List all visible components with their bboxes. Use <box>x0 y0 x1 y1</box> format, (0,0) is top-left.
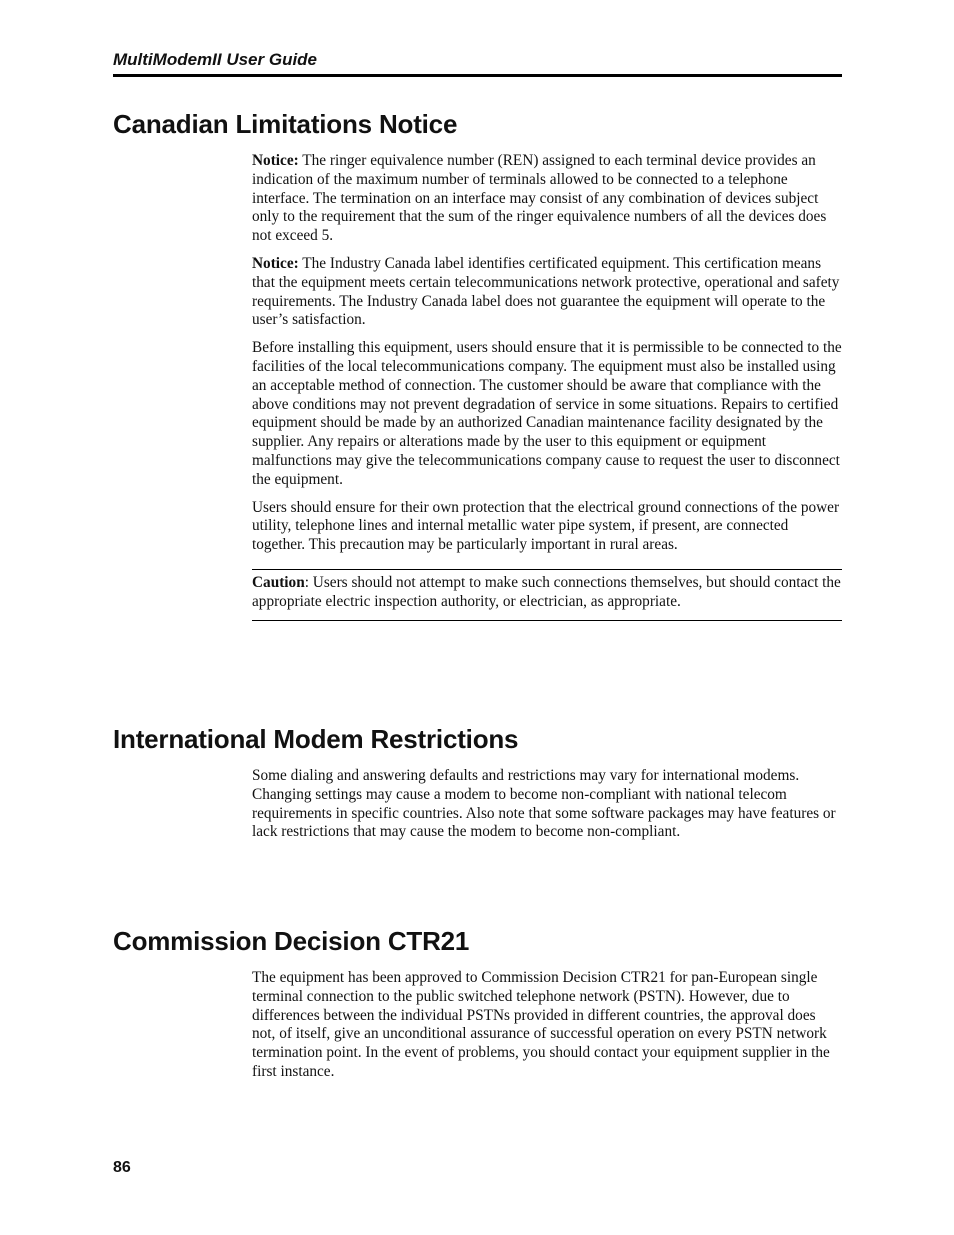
body-paragraph-installation: Before installing this equipment, users should ensure that it is permissible to be connected to the facilities of the local telecommunications company. The equipment must also be installed using an acceptable method of connection. The customer should be aware that compliance with the above conditions may not prevent degradation of service in some situations. Repairs to certified equipment should be made by an authorized Canadian maintenance facility designated by the supplier. Any repairs or alterations made by the user to this equipment or equipment malfunctions may give the telecommunications company cause to request the user to disconnect the equipment. <box>252 339 842 488</box>
section-heading-ctr21: Commission Decision CTR21 <box>113 926 470 956</box>
notice-label: Notice: <box>252 152 299 169</box>
body-paragraph-grounding: Users should ensure for their own protection that the electrical ground connections of the power utility, telephone lines and internal metallic water pipe system, if present, are connected together. This precaution may be particularly important in rural areas. <box>252 498 840 554</box>
body-paragraph-international: Some dialing and answering defaults and restrictions may vary for international modems. Changing settings may cause a modem to become non-compliant with national telecom requirements in specific countries. Also note that some software packages may have features or lack restrictions that may cause the modem to become non-compliant. <box>252 767 836 841</box>
section-heading-international-modem: International Modem Restrictions <box>113 724 519 754</box>
header-rule <box>113 74 842 77</box>
caution-label: Caution <box>252 573 305 591</box>
notice-paragraph-label <box>252 255 842 330</box>
section-heading-canadian-limitations: Canadian Limitations Notice <box>113 109 458 139</box>
section-body-international-modem <box>252 767 842 851</box>
running-header: MultiModemII User Guide <box>113 50 318 69</box>
section-body-canadian-limitations <box>252 152 842 630</box>
page-number: 86 <box>113 1159 131 1176</box>
notice-text: The ringer equivalence number (REN) assigned to each terminal device provides an indication of the maximum number of terminals allowed to be connected to a telephone interface. The termination on an interface may consist of any combination of devices subject only to the requirement that the sum of the ringer equivalence numbers of all the devices does not exceed 5. <box>252 152 827 245</box>
notice-paragraph-ren <box>252 152 842 246</box>
caution-text: : Users should not attempt to make such connections themselves, but should contact the appropriate electric inspection authority, or electrician, as appropriate. <box>252 573 841 610</box>
section-body-ctr21 <box>252 969 842 1091</box>
notice-label: Notice: <box>252 254 299 272</box>
caution-box <box>252 569 842 621</box>
notice-text: The Industry Canada label identifies certificated equipment. This certification means that the equipment meets certain telecommunications network protective, operational and safety requirements. The Industry Canada label does not guarantee the equipment will operate to the user’s satisfaction. <box>252 254 840 329</box>
body-paragraph-ctr21: The equipment has been approved to Commission Decision CTR21 for pan-European single terminal connection to the public switched telephone network (PSTN). However, due to differences between the individual PSTNs provided in different countries, the approval does not, of itself, give an unconditional assurance of successful operation on every PSTN network termination point. In the event of problems, you should contact your equipment supplier in the first instance. <box>252 969 830 1080</box>
